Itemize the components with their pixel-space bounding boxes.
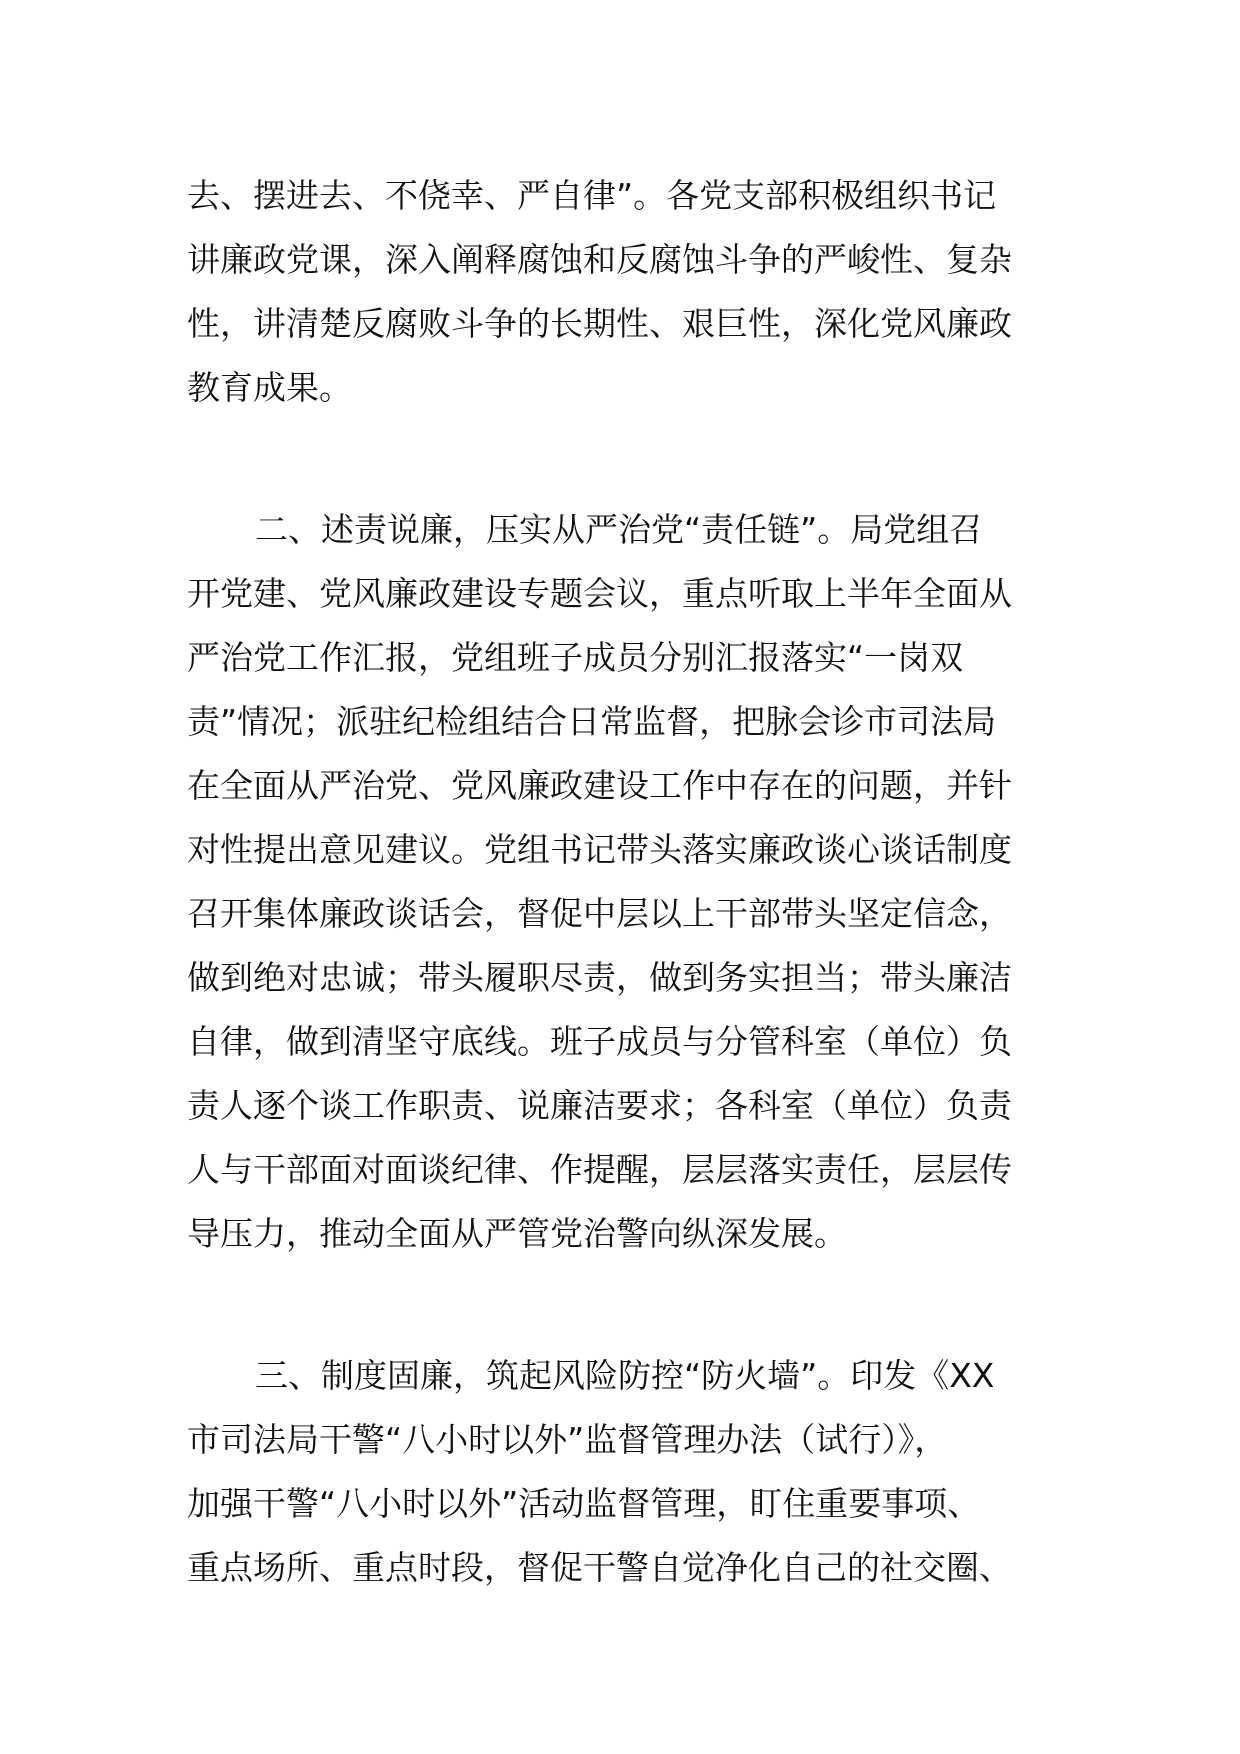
paragraph-2-line-11: 人与干部面对面谈纪律、作提醒，层层落实责任，层层传: [187, 1150, 1012, 1189]
paragraph-1-line-3: 性，讲清楚反腐败斗争的长期性、艰巨性，深化党风廉政: [187, 304, 1012, 343]
paragraph-2-line-12: 导压力，推动全面从严管党治警向纵深发展。: [187, 1214, 847, 1253]
paragraph-1-line-2: 讲廉政党课，深入阐释腐蚀和反腐蚀斗争的严峻性、复杂: [187, 240, 1012, 279]
paragraph-2-line-3: 严治党工作汇报，党组班子成员分别汇报落实“一岗双: [187, 638, 964, 677]
paragraph-2-line-10: 责人逐个谈工作职责、说廉洁要求；各科室（单位）负责: [187, 1086, 1012, 1125]
paragraph-2-line-2: 开党建、党风廉政建设专题会议，重点听取上半年全面从: [187, 574, 1012, 613]
paragraph-1-line-4: 教育成果。: [187, 368, 352, 407]
paragraph-2-line-9: 自律，做到清坚守底线。班子成员与分管科室（单位）负: [187, 1022, 1012, 1061]
paragraph-1-line-1: 去、摆进去、不侥幸、严自律”。各党支部积极组织书记: [187, 176, 997, 215]
paragraph-3-line-3: 加强干警“八小时以外”活动监督管理，盯住重要事项、: [187, 1484, 981, 1523]
paragraph-2-line-8: 做到绝对忠诚；带头履职尽责，做到务实担当；带头廉洁: [187, 958, 1012, 997]
paragraph-2-line-5: 在全面从严治党、党风廉政建设工作中存在的问题，并针: [187, 766, 1012, 805]
section-3-heading-line: 三、制度固廉，筑起风险防控“防火墙”。印发《XX: [255, 1356, 995, 1395]
paragraph-2-line-7: 召开集体廉政谈话会，督促中层以上干部带头坚定信念，: [187, 894, 1012, 933]
section-2-heading-line: 二、述责说廉，压实从严治党“责任链”。局党组召: [255, 510, 983, 549]
paragraph-3-line-2: 市司法局干警“八小时以外”监督管理办法（试行）》，: [187, 1420, 948, 1459]
paragraph-2-line-4: 责”情况；派驻纪检组结合日常监督，把脉会诊市司法局: [187, 702, 997, 741]
paragraph-2-line-6: 对性提出意见建议。党组书记带头落实廉政谈心谈话制度: [187, 830, 1012, 869]
paragraph-3-line-4: 重点场所、重点时段，督促干警自觉净化自己的社交圈、: [187, 1548, 1012, 1587]
